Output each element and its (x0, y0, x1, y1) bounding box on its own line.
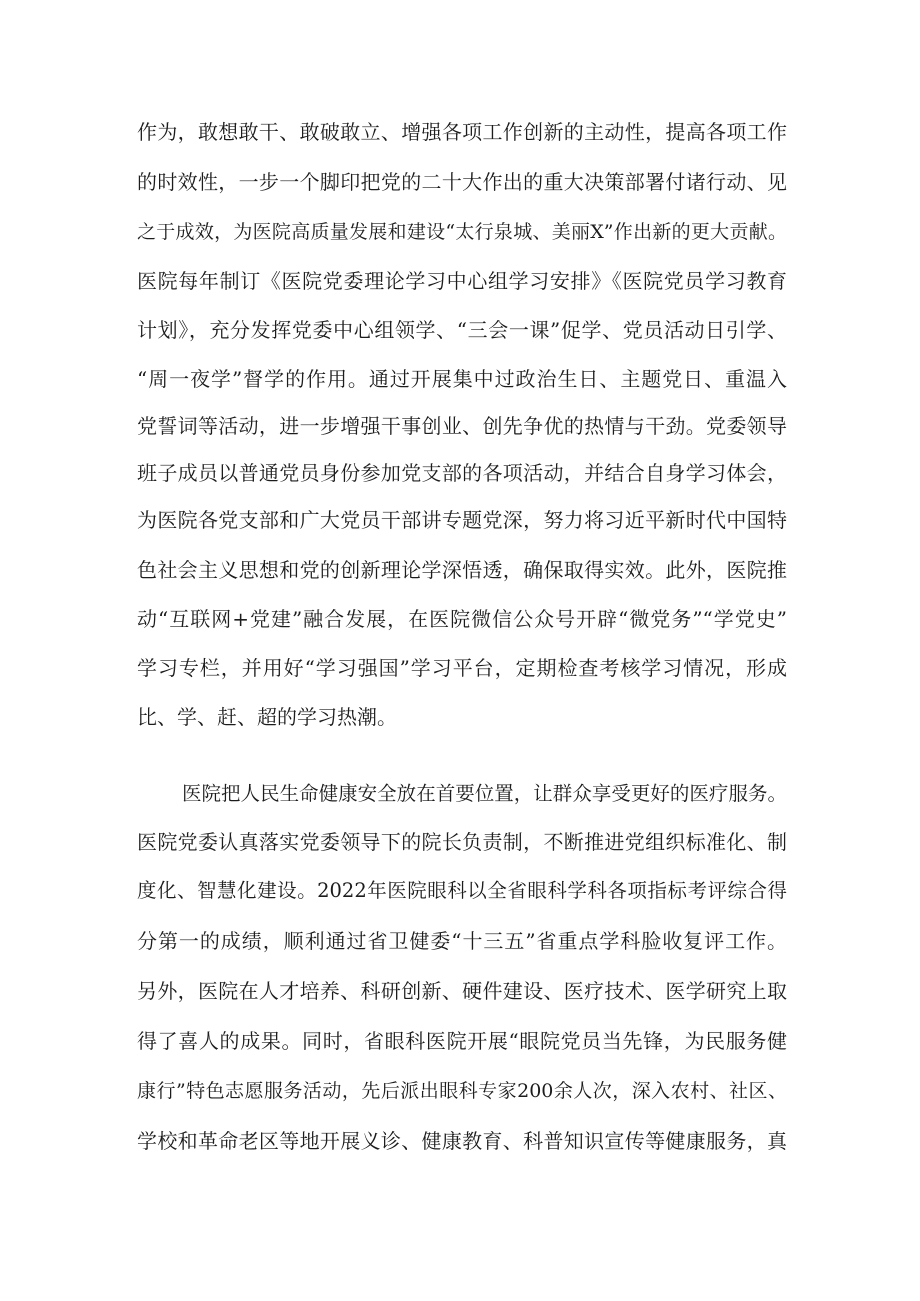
text-line: 度化、智慧化建设。2022年医院眼科以全省眼科学科各项指标考评综合得 (137, 879, 787, 902)
text-line: 作为，敢想敢干、敢破敢立、增强各项工作创新的主动性，提高各项工作 (137, 120, 787, 144)
text-line: 医院每年制订《医院党委理论学习中心组学习安排》《医院党员学习教育 (137, 269, 787, 293)
text-line: 分第一的成绩，顺利通过省卫健委“十三五”省重点学科脸收复评工作。 (137, 929, 787, 953)
text-line: 医院把人民生命健康安全放在首要位置，让群众享受更好的医疗服务。 (182, 782, 787, 805)
text-line: 计划》，充分发挥党委中心组领学、“三会一课”促学、党员活动日引学、 (137, 318, 787, 342)
text-line: 康行”特色志愿服务活动，先后派出眼科专家200余人次，深入农村、社区、 (137, 1080, 787, 1102)
text-line: 的时效性，一步一个脚印把党的二十大作出的重大决策部署付诸行动、见 (137, 170, 787, 194)
text-line: 为医院各党支部和广大党员干部讲专题党深，努力将习近平新时代中国特 (137, 508, 787, 532)
text-line: 另外，医院在人才培养、科研创新、硬件建设、医疗技术、医学研究上取 (137, 979, 787, 1003)
text-line: 学习专栏，并用好“学习强国”学习平台，定期检查考核学习情况，形成 (137, 656, 787, 680)
text-line: 党誓词等活动，进一步增强干事创业、创先争优的热情与干劲。党委领导 (137, 414, 787, 438)
text-line: 学校和革命老区等地开展义诊、健康教育、科普知识宣传等健康服务，真 (137, 1129, 787, 1153)
text-line: “周一夜学”督学的作用。通过开展集中过政治生日、主题党日、重温入 (137, 367, 787, 391)
text-line: 动“互联网+党建”融合发展，在医院微信公众号开辟“微党务”“学党史” (137, 607, 787, 631)
text-line: 医院党委认真落实党委领导下的院长负责制，不断推进党组织标准化、制 (137, 830, 787, 854)
text-line: 比、学、赶、超的学习热潮。 (137, 705, 397, 729)
text-line: 班子成员以普通党员身份参加党支部的各项活动，并结合自身学习体会， (137, 461, 787, 485)
text-line: 得了喜人的成果。同时，省眼科医院开展“眼院党员当先锋，为民服务健 (137, 1029, 787, 1053)
text-line: 色社会主义思想和党的创新理论学深悟透，确保取得实效。此外，医院推 (137, 558, 787, 582)
text-line: 之于成效，为医院高质量发展和建设“太行泉城、美丽X”作出新的更大贡献。 (137, 221, 787, 243)
